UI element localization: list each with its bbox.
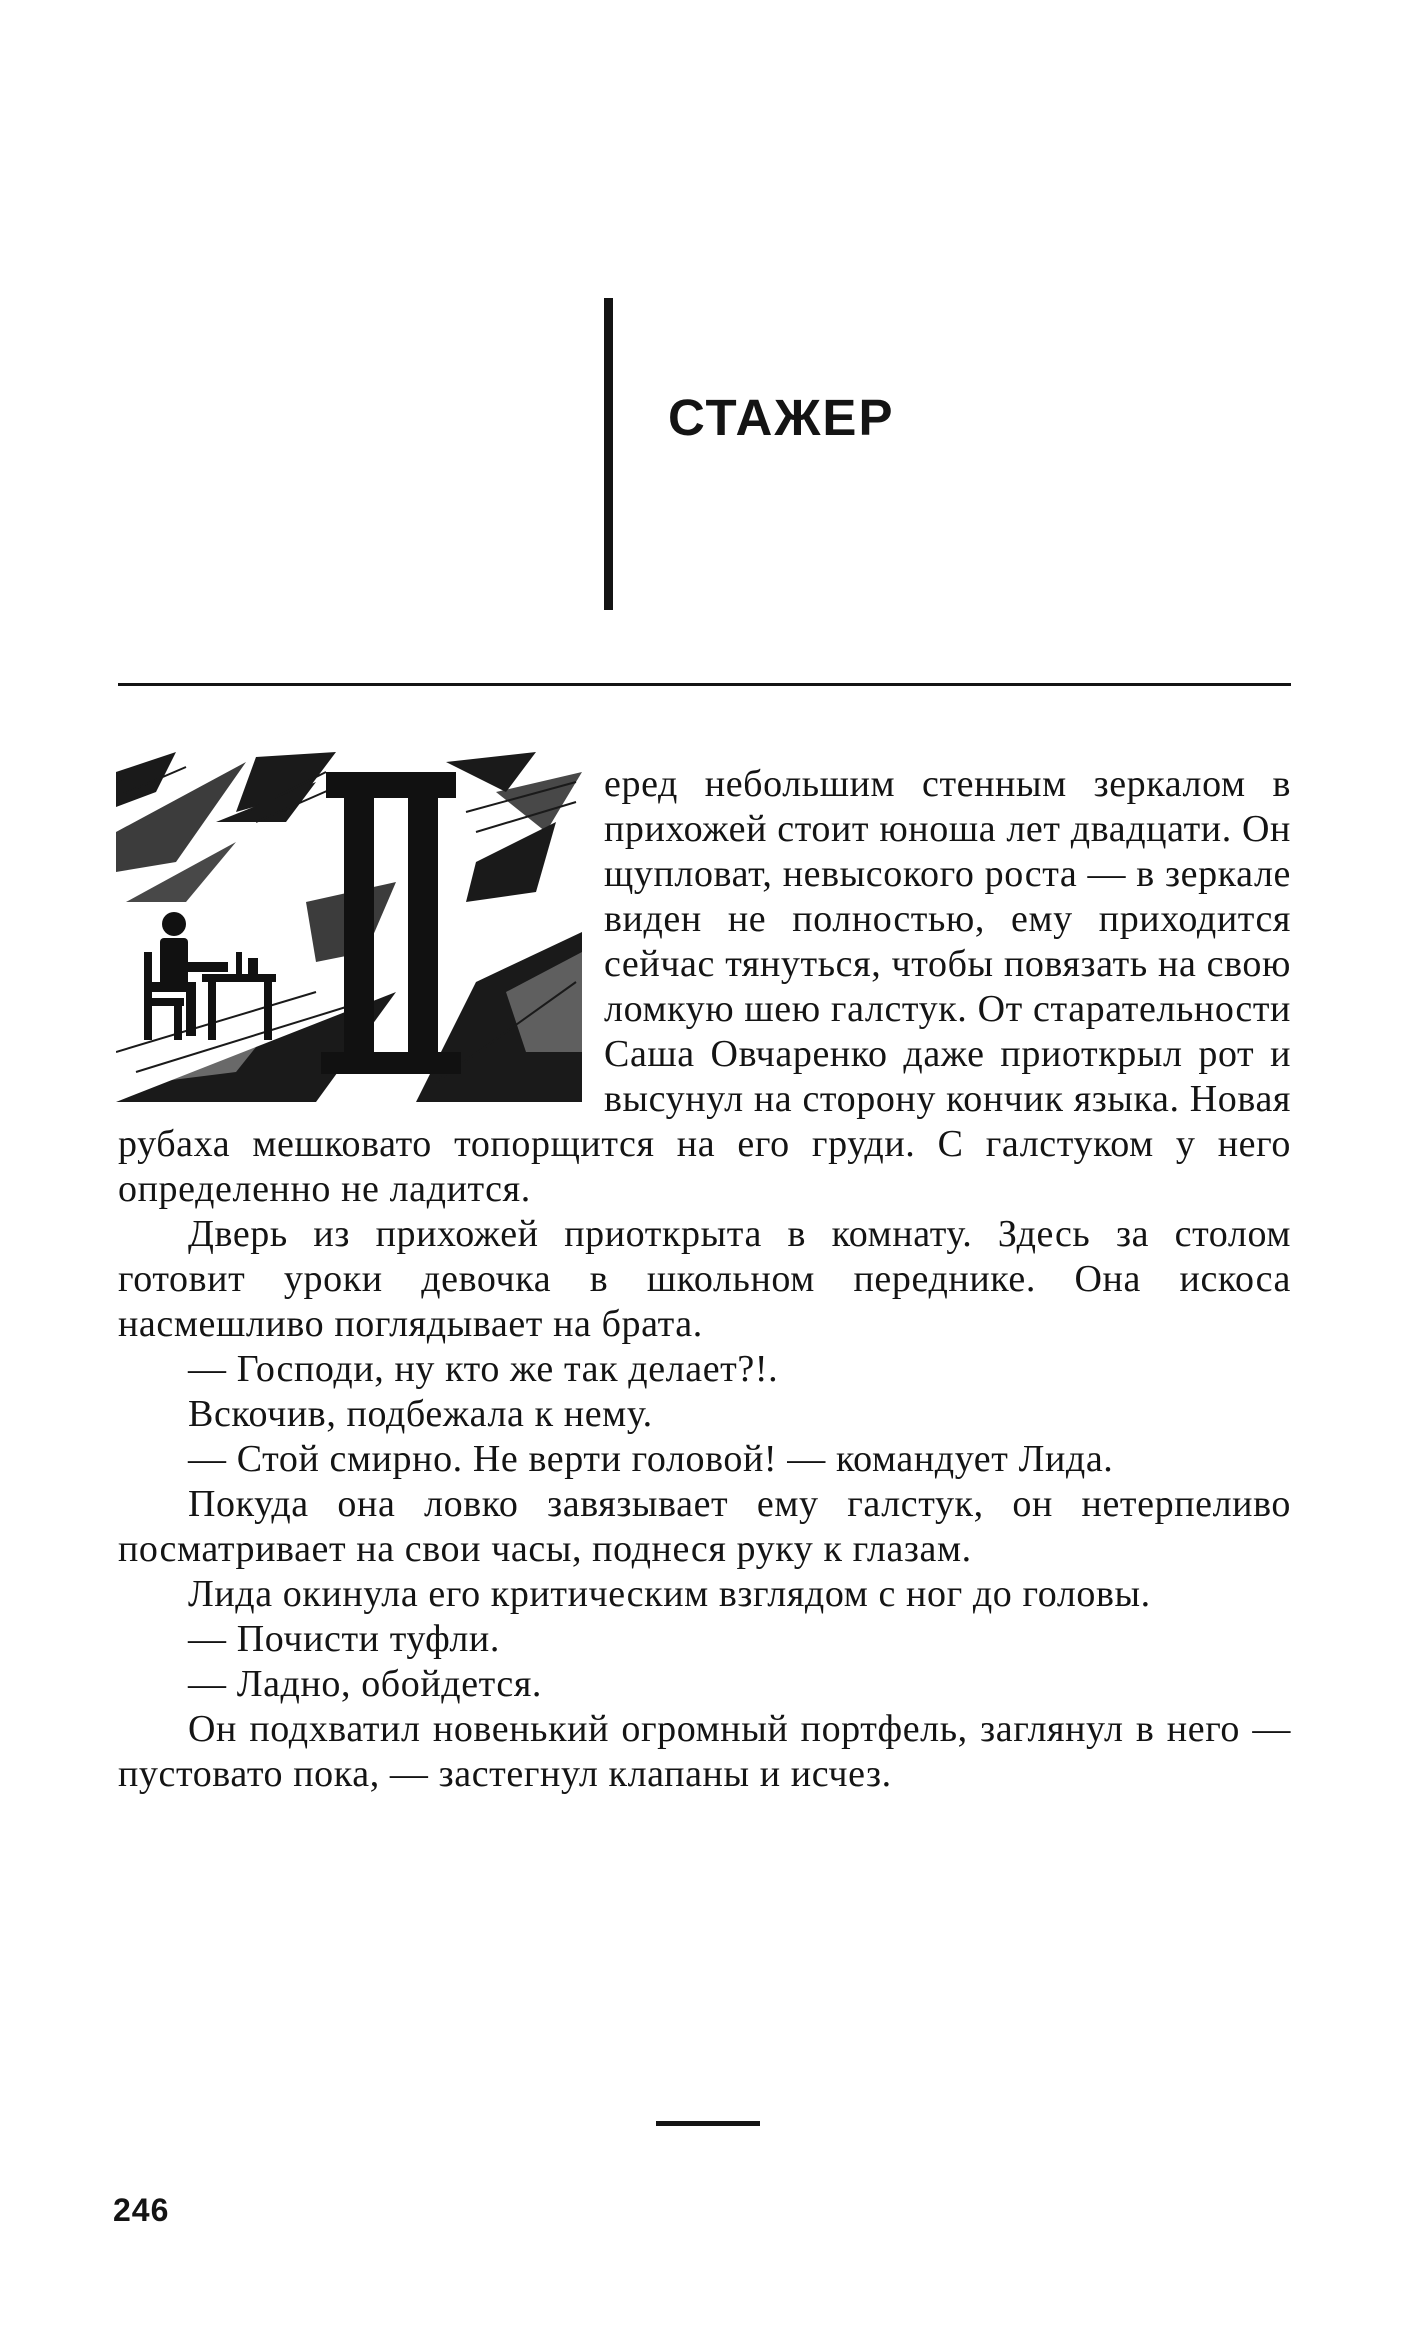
paragraph-1-text: еред небольшим стенным зеркалом в прихожей стоит юноша лет двадцати. Он щупловат, невысокого роста — в зеркале виден не полностью, ему приходится сейчас тянуться, чтобы повязать на свою ломкую шею галстук. От старательности Саша Овчаренко даже приоткрыл рот и высунул на сторону кончик языка. Новая рубаха мешковато топорщится на его груди. С галстуком у него определенно не ладится. (118, 763, 1291, 1210)
paragraph-5: — Стой смирно. Не верти головой! — командует Лида. (188, 1438, 1114, 1480)
paragraph-6: Покуда она ловко завязывает ему галстук, он нетерпеливо посматривает на свои часы, поднеся руку к глазам. (118, 1483, 1291, 1570)
horizontal-rule (118, 683, 1291, 686)
chapter-title: СТАЖЕР (668, 389, 895, 446)
paragraph-4: Вскочив, подбежала к нему. (188, 1393, 653, 1435)
page-number: 246 (113, 2192, 170, 2228)
paragraph-10: Он подхватил новенький огромный портфель, заглянул в него — пустовато пока, — застегнул клапаны и исчез. (118, 1708, 1291, 1795)
section-end-dash (656, 2121, 760, 2126)
paragraph-3: — Господи, ну кто же так делает?!. (188, 1348, 779, 1390)
paragraph-7: Лида окинула его критическим взглядом с ног до головы. (188, 1573, 1151, 1615)
chapter-title-bar (604, 298, 613, 610)
paragraph-8: — Почисти туфли. (188, 1618, 500, 1660)
body-text (118, 762, 1291, 1797)
paragraph-2: Дверь из прихожей приоткрыта в комнату. Здесь за столом готовит уроки девочка в школьном переднике. Она искоса насмешливо поглядывает на брата. (118, 1213, 1291, 1345)
paragraph-9: — Ладно, обойдется. (188, 1663, 542, 1705)
dropcap-spacer (118, 762, 604, 1114)
paragraph-1 (118, 762, 1291, 1212)
